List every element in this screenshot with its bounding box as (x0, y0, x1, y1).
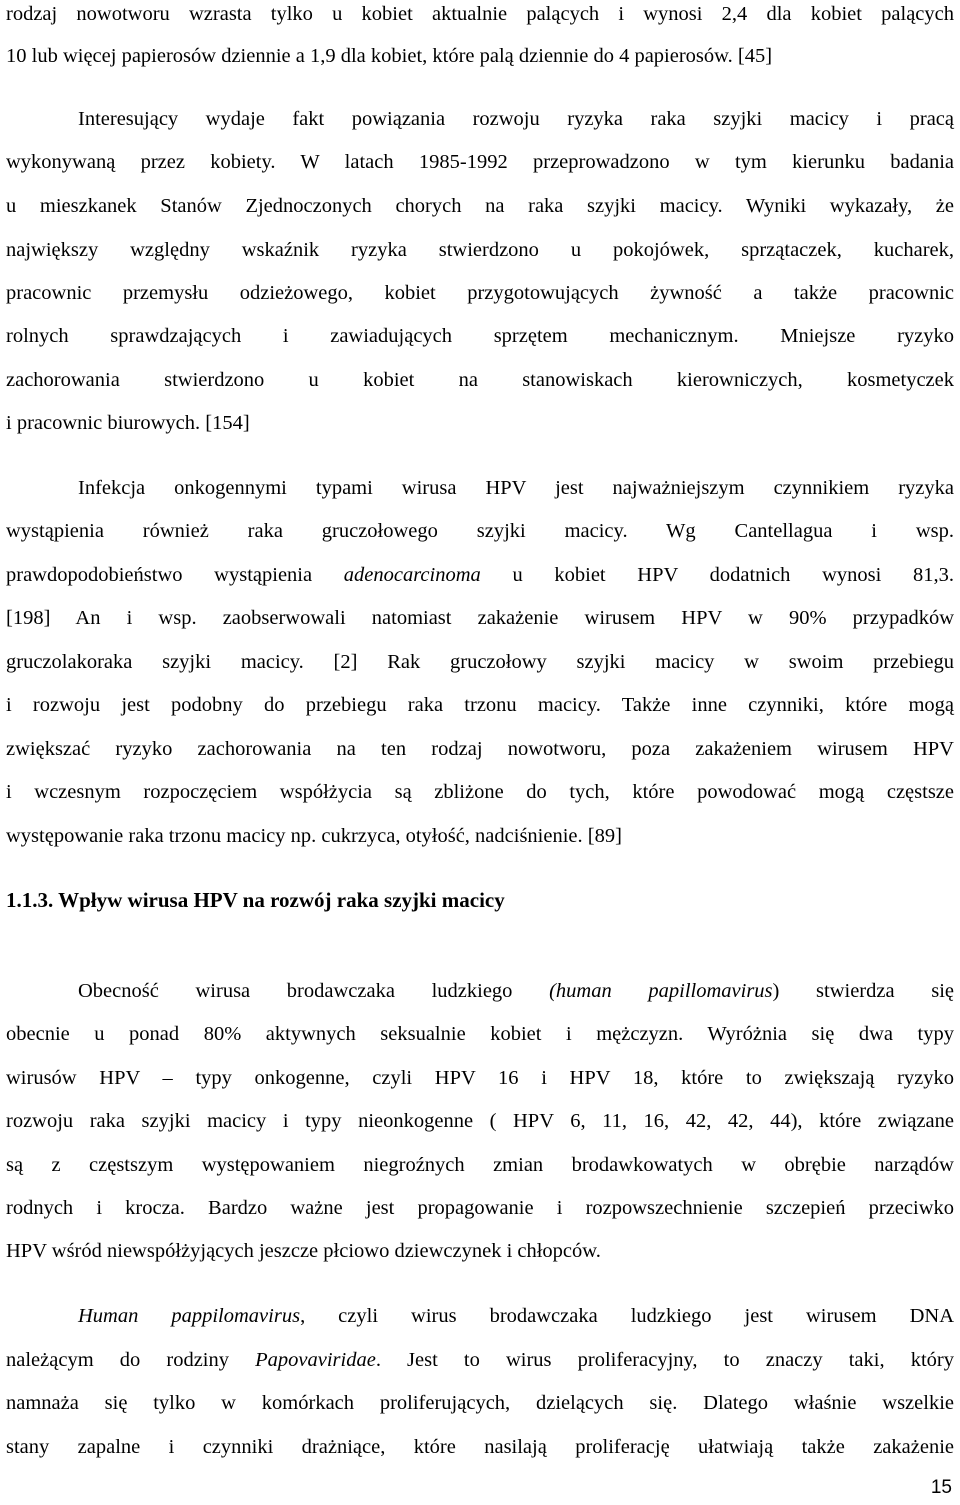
text-line: rodzaj nowotworu wzrasta tylko u kobiet aktualnie palących i wynosi 2,4 dla kobiet palących (6, 3, 954, 25)
text-span: , czyli wirus brodawczaka ludzkiego jest wirusem DNA (300, 1305, 954, 1327)
text-line: i wczesnym rozpoczęciem współżycia są zbliżone do tych, które powodować mogą częstsze (6, 781, 954, 803)
text-line: występowanie raka trzonu macicy np. cukrzyca, otyłość, nadciśnienie. [89] (6, 825, 622, 847)
text-line: rodnych i krocza. Bardzo ważne jest propagowanie i rozpowszechnienie szczepień przeciwko (6, 1197, 954, 1219)
text-span: należącym do rodziny (6, 1349, 256, 1371)
text-line: stany zapalne i czynniki drażniące, które nasilają proliferację ułatwiają także zakażenie (6, 1436, 954, 1458)
text-line (78, 1302, 954, 1330)
text-line: największy względny wskaźnik ryzyka stwierdzono u pokojówek, sprzątaczek, kucharek, (6, 239, 954, 261)
text-line: HPV wśród niewspółżyjących jeszcze płciowo dziewczynek i chłopców. (6, 1240, 601, 1262)
text-span: Obecność wirusa brodawczaka ludzkiego (78, 980, 550, 1002)
text-line (6, 1346, 954, 1374)
text-line: Infekcja onkogennymi typami wirusa HPV jest najważniejszym czynnikiem ryzyka (78, 477, 954, 499)
text-line: Interesujący wydaje fakt powiązania rozwoju ryzyka raka szyjki macicy i pracą (78, 108, 954, 130)
text-line (6, 561, 954, 589)
text-line (78, 977, 954, 1005)
text-line: są z częstszym występowaniem niegroźnych zmian brodawkowatych w obrębie narządów (6, 1154, 954, 1176)
text-line: rozwoju raka szyjki macicy i typy nieonkogenne ( HPV 6, 11, 16, 42, 42, 44), które związane (6, 1110, 954, 1132)
italic-term: Papovaviridae (255, 1349, 376, 1371)
page-number: 15 (930, 1477, 952, 1498)
text-line: [198] An i wsp. zaobserwowali natomiast zakażenie wirusem HPV w 90% przypadków (6, 607, 954, 629)
text-line: 10 lub więcej papierosów dziennie a 1,9 dla kobiet, które palą dziennie do 4 papierosów. [45] (6, 45, 773, 67)
text-line: namnaża się tylko w komórkach proliferujących, dzielących się. Dlatego właśnie wszelkie (6, 1392, 954, 1414)
text-span: u kobiet HPV dodatnich wynosi 81,3. (480, 564, 954, 586)
italic-term: adenocarcinoma (343, 564, 481, 586)
text-span: . Jest to wirus proliferacyjny, to znaczy taki, który (375, 1349, 954, 1371)
text-line: obecnie u ponad 80% aktywnych seksualnie kobiet i mężczyzn. Wyróżnia się dwa typy (6, 1023, 954, 1045)
text-line: u mieszkanek Stanów Zjednoczonych chorych na raka szyjki macicy. Wyniki wykazały, że (6, 195, 954, 217)
text-line: gruczolakoraka szyjki macicy. [2] Rak gruczołowy szyjki macicy w swoim przebiegu (6, 651, 954, 673)
italic-term: (human papillomavirus (549, 980, 773, 1002)
text-line: i pracownic biurowych. [154] (6, 412, 250, 434)
text-line: wykonywaną przez kobiety. W latach 1985-1992 przeprowadzono w tym kierunku badania (6, 151, 954, 173)
text-line: zachorowania stwierdzono u kobiet na stanowiskach kierowniczych, kosmetyczek (6, 369, 954, 391)
text-line: zwiększać ryzyko zachorowania na ten rodzaj nowotworu, poza zakażeniem wirusem HPV (6, 738, 954, 760)
text-span: ) stwierdza się (772, 980, 954, 1002)
text-line: wirusów HPV – typy onkogenne, czyli HPV 16 i HPV 18, które to zwiększają ryzyko (6, 1067, 954, 1089)
italic-term: Human pappilomavirus (78, 1305, 301, 1327)
text-line: pracownic przemysłu odzieżowego, kobiet przygotowujących żywność a także pracownic (6, 282, 954, 304)
text-line: i rozwoju jest podobny do przebiegu raka trzonu macicy. Także inne czynniki, które mogą (6, 694, 954, 716)
text-line: rolnych sprawdzających i zawiadujących sprzętem mechanicznym. Mniejsze ryzyko (6, 325, 954, 347)
text-line: wystąpienia również raka gruczołowego szyjki macicy. Wg Cantellagua i wsp. (6, 520, 954, 542)
section-heading: 1.1.3. Wpływ wirusa HPV na rozwój raka szyjki macicy (6, 888, 505, 912)
text-span: prawdopodobieństwo wystąpienia (6, 564, 344, 586)
